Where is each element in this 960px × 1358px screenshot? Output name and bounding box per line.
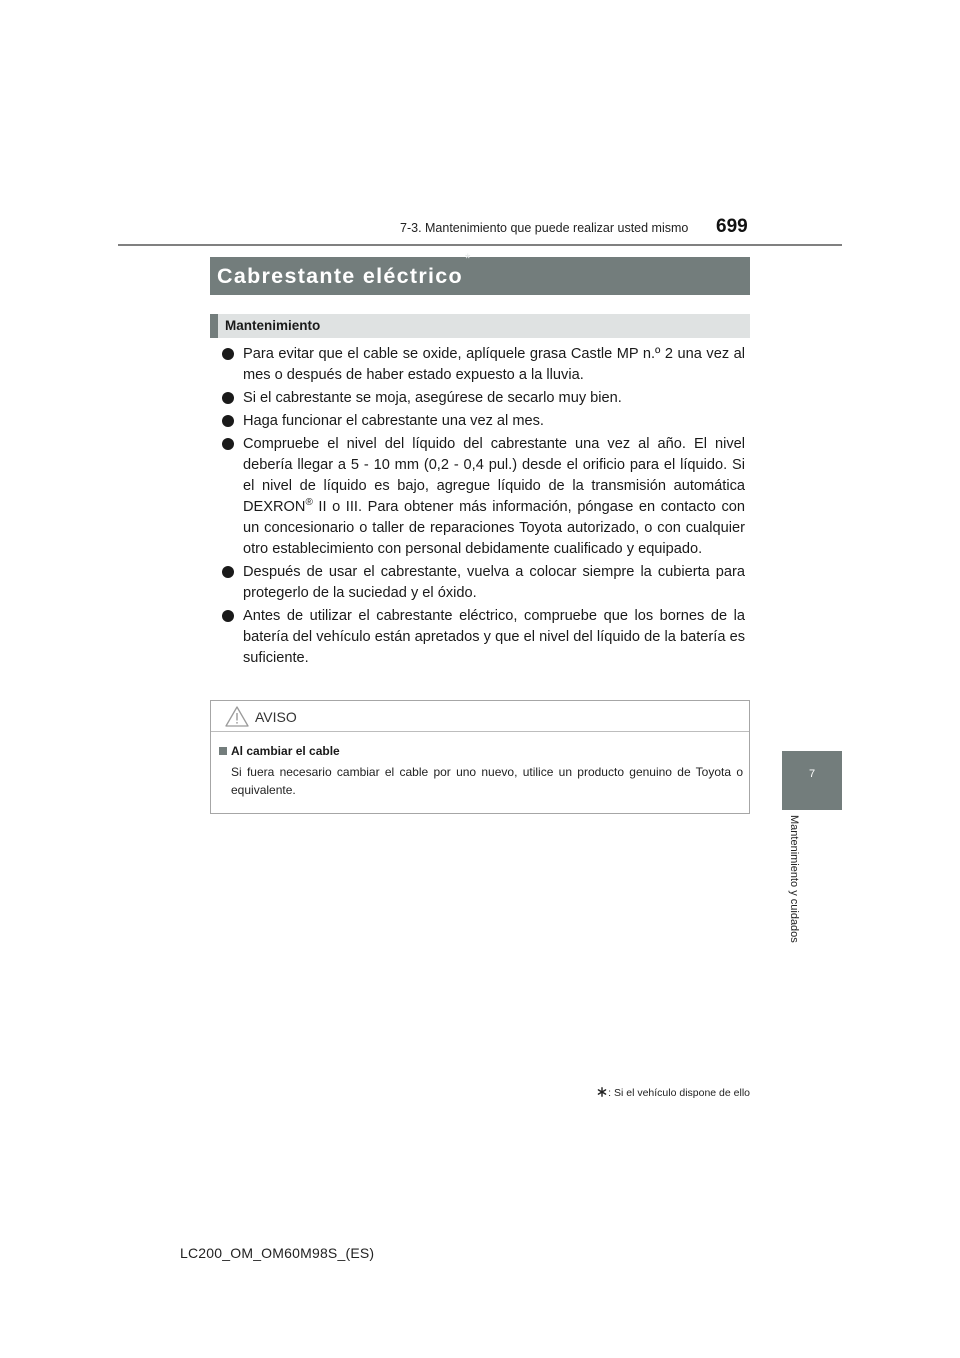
warning-item — [219, 744, 743, 799]
warning-item-title-row — [219, 744, 743, 759]
list-item-text: Antes de utilizar el cabrestante eléctrico, compruebe que los bornes de la batería del vehículo están apretados y que el nivel del líquido de la batería es suficiente. — [243, 608, 745, 666]
list-item-text: Haga funcionar el cabrestante una vez al mes. — [243, 413, 544, 429]
asterisk-icon — [597, 1087, 607, 1097]
list-item — [222, 344, 745, 386]
chapter-number: 7 — [808, 768, 816, 780]
list-item — [222, 434, 745, 560]
list-item-text: Si el cabrestante se moja, asegúrese de secarlo muy bien. — [243, 390, 622, 406]
bullet-icon — [222, 348, 234, 360]
warning-item-title: Al cambiar el cable — [231, 744, 340, 758]
warning-triangle-icon — [225, 706, 249, 727]
bullet-icon — [222, 415, 234, 427]
footnote-text: : Si el vehículo dispone de ello — [608, 1087, 750, 1099]
section-title-banner — [210, 250, 750, 295]
list-item — [222, 606, 745, 669]
page-number: 699 — [716, 216, 748, 237]
header-section-title: 7-3. Mantenimiento que puede realizar usted mismo — [400, 221, 689, 235]
list-item-text-after: II o III. Para obtener más información, póngase en contacto con un concesionario o taller de reparaciones Toyota autorizado, o con cualquier otro establecimiento con personal debidamente cualificado y equipado. — [243, 499, 745, 557]
document-code: LC200_OM_OM60M98S_(ES) — [180, 1245, 375, 1261]
list-item — [222, 388, 745, 409]
list-item-text: Después de usar el cabrestante, vuelva a colocar siempre la cubierta para protegerlo de la suciedad y el óxido. — [243, 564, 745, 601]
registered-mark: ® — [305, 497, 313, 509]
warning-box — [210, 700, 750, 814]
chapter-tab[interactable] — [782, 751, 842, 810]
list-item-text: Para evitar que el cable se oxide, aplíquele grasa Castle MP n.º 2 una vez al mes o después de haber estado expuesto a la lluvia. — [243, 346, 745, 383]
list-item — [222, 411, 745, 432]
bullet-icon — [222, 392, 234, 404]
warning-item-text: Si fuera necesario cambiar el cable por uno nuevo, utilice un producto genuino de Toyota o equivalente. — [231, 765, 743, 797]
bullet-icon — [222, 438, 234, 450]
list-item-text-before: Compruebe el nivel del líquido del cabrestante una vez al año. El nivel debería llegar a 5 - 10 mm (0,2 - 0,4 pul.) desde el orificio para el líquido. Si el nivel de líquido es bajo, agregue líquido de la transmisión automática DEXRON — [243, 436, 745, 515]
bullet-icon — [222, 566, 234, 578]
warning-label: AVISO — [255, 709, 297, 725]
header-divider — [118, 244, 842, 246]
chapter-label-wrap — [786, 815, 806, 975]
title-asterisk: * — [464, 250, 471, 266]
bullet-icon — [222, 610, 234, 622]
list-item — [222, 562, 745, 604]
chapter-label: Mantenimiento y cuidados — [788, 815, 800, 943]
footnote — [597, 1087, 750, 1099]
warning-header — [211, 701, 749, 732]
subsection-title: Mantenimiento — [225, 318, 321, 333]
square-bullet-icon — [219, 747, 227, 755]
section-title: Cabrestante eléctrico — [217, 264, 463, 288]
maintenance-list — [222, 344, 745, 671]
subsection-header — [210, 314, 750, 338]
